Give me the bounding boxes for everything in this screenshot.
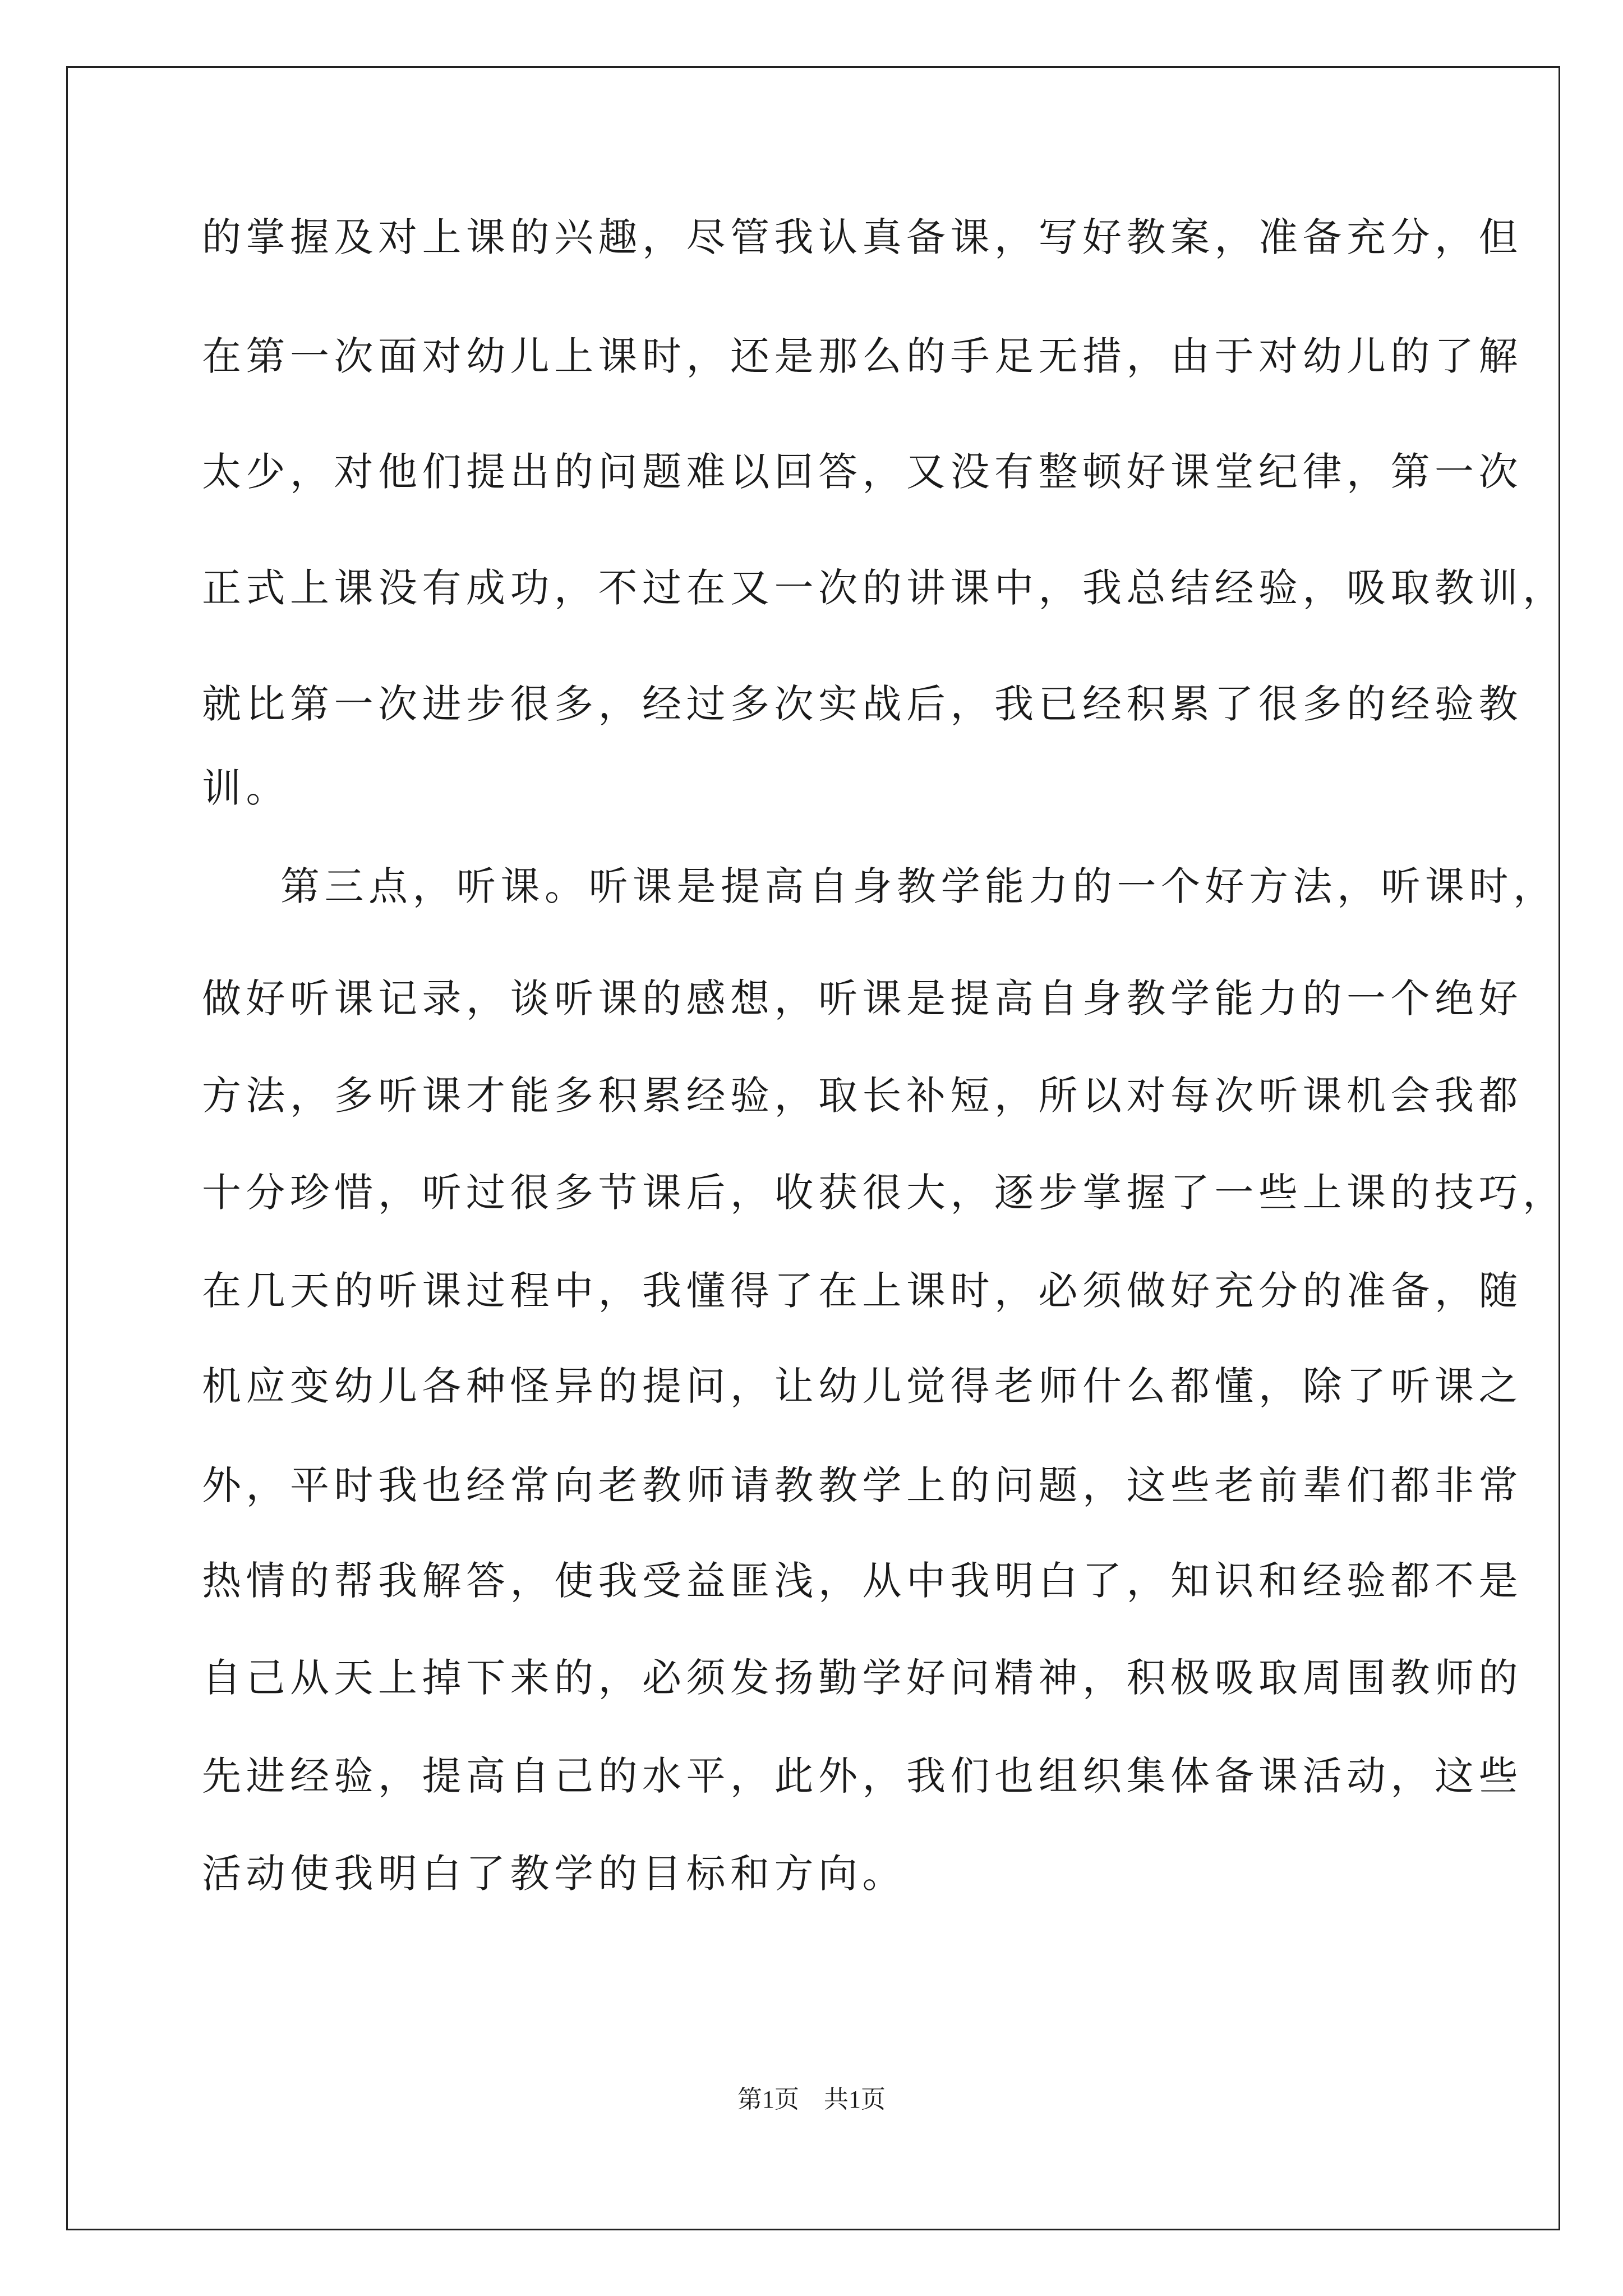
text-line: 外，平时我也经常向老教师请教教学上的问题，这些老前辈们都非常: [202, 1462, 1523, 1508]
text-line: 自己从天上掉下来的，必须发扬勤学好问精神，积极吸取周围教师的: [202, 1655, 1523, 1701]
text-line: 热情的帮我解答，使我受益匪浅，从中我明白了，知识和经验都不是: [202, 1558, 1523, 1604]
text-line: 太少，对他们提出的问题难以回答，又没有整顿好课堂纪律，第一次: [202, 449, 1523, 495]
text-line: 就比第一次进步很多，经过多次实战后，我已经积累了很多的经验教: [202, 681, 1523, 727]
text-line: 方法，多听课才能多积累经验，取长补短，所以对每次听课机会我都: [202, 1073, 1523, 1119]
paragraph-first-line: 第三点，听课。听课是提高自身教学能力的一个好方法，听课时，: [280, 863, 1557, 909]
text-line: 的掌握及对上课的兴趣，尽管我认真备课，写好教案，准备充分，但: [202, 214, 1523, 260]
text-line: 十分珍惜，听过很多节课后，收获很大，逐步掌握了一些上课的技巧，: [202, 1170, 1567, 1216]
page-number-footer: 第1页 共1页: [737, 2086, 886, 2113]
text-line: 活动使我明白了教学的目标和方向。: [202, 1851, 906, 1897]
text-line: 做好听课记录，谈听课的感想，听课是提高自身教学能力的一个绝好: [202, 976, 1523, 1022]
text-line: 训。: [202, 765, 290, 811]
text-line: 先进经验，提高自己的水平，此外，我们也组织集体备课活动，这些: [202, 1753, 1523, 1799]
text-line: 正式上课没有成功，不过在又一次的讲课中，我总结经验，吸取教训，: [202, 565, 1567, 611]
text-line: 在第一次面对幼儿上课时，还是那么的手足无措，由于对幼儿的了解: [202, 333, 1523, 379]
text-line: 在几天的听课过程中，我懂得了在上课时，必须做好充分的准备，随: [202, 1268, 1523, 1314]
page-border: [66, 66, 1560, 2230]
text-line: 机应变幼儿各种怪异的提问，让幼儿觉得老师什么都懂，除了听课之: [202, 1363, 1523, 1409]
